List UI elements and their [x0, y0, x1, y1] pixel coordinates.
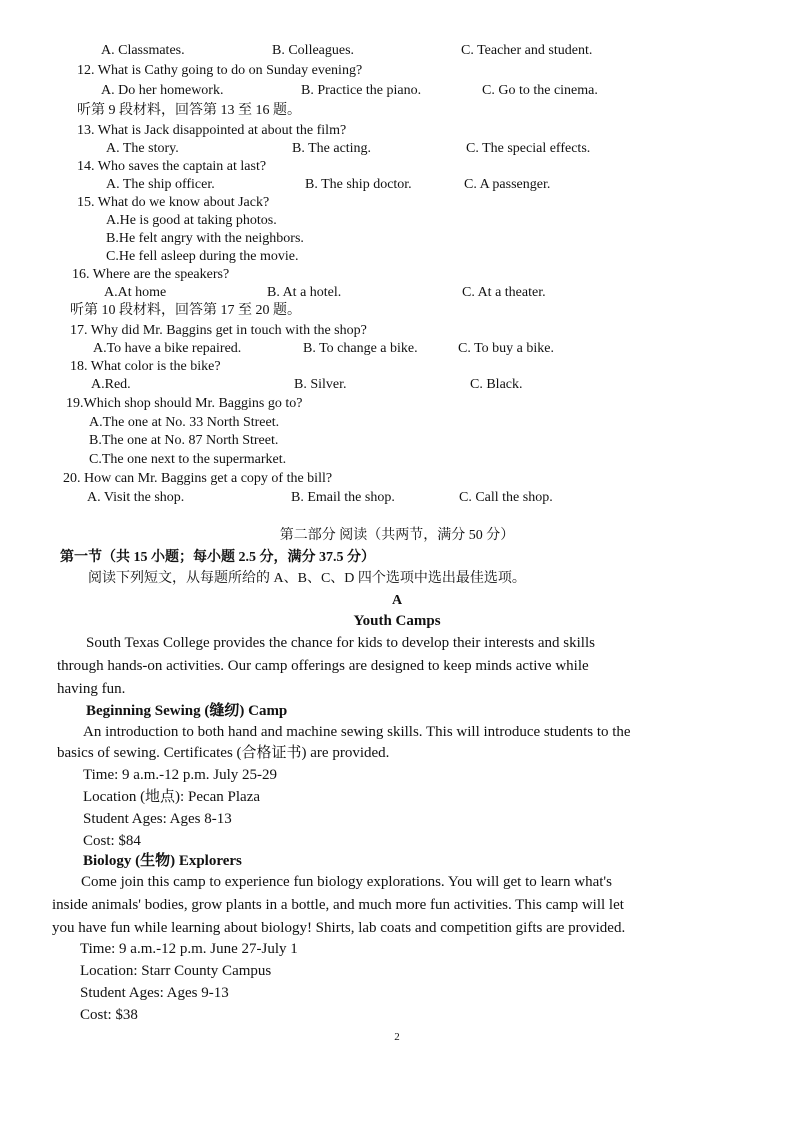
reading-instruction: 阅读下列短文，从每题所给的 A、B、C、D 四个选项中选出最佳选项。	[88, 571, 526, 586]
camp1-time: Time: 9 a.m.-12 p.m. July 25-29	[83, 767, 278, 783]
q20-option-a: A. Visit the shop.	[87, 490, 185, 505]
q17-question: 17. Why did Mr. Baggins get in touch with the shop?	[70, 323, 367, 338]
camp1-cost: Cost: $84	[83, 833, 141, 849]
q12-option-c: C. Go to the cinema.	[482, 83, 598, 98]
q16-option-b: B. At a hotel.	[267, 285, 342, 300]
section-9-instruction: 听第 9 段材料，回答第 13 至 16 题。	[77, 103, 301, 118]
camp2-location: Location: Starr County Campus	[80, 963, 272, 979]
camp2-ages: Student Ages: Ages 9-13	[80, 985, 229, 1001]
q18-option-a: A.Red.	[91, 377, 131, 392]
q12-option-b: B. Practice the piano.	[301, 83, 422, 98]
q19-option-c: C.The one next to the supermarket.	[89, 452, 287, 467]
q11-option-c: C. Teacher and student.	[461, 43, 593, 58]
passage-letter: A	[391, 593, 403, 608]
camp2-desc-line-3: you have fun while learning about biology! Shirts, lab coats and competition gifts are provided.	[52, 920, 626, 936]
q19-option-b: B.The one at No. 87 North Street.	[89, 433, 279, 448]
q16-question: 16. Where are the speakers?	[72, 267, 230, 282]
passage-title: Youth Camps	[353, 613, 441, 629]
q18-option-c: C. Black.	[470, 377, 523, 392]
q19-option-a: A.The one at No. 33 North Street.	[89, 415, 280, 430]
q15-option-a: A.He is good at taking photos.	[106, 213, 277, 228]
q20-question: 20. How can Mr. Baggins get a copy of the bill?	[63, 471, 333, 486]
camp2-desc-line-2: inside animals' bodies, grow plants in a bottle, and much more fun activities. This camp will let	[52, 897, 624, 913]
intro-line-2: through hands-on activities. Our camp offerings are designed to keep minds active while	[57, 658, 589, 674]
q15-option-b: B.He felt angry with the neighbors.	[106, 231, 304, 246]
q13-option-b: B. The acting.	[292, 141, 372, 156]
camp1-location: Location (地点): Pecan Plaza	[83, 789, 261, 805]
q18-question: 18. What color is the bike?	[70, 359, 221, 374]
intro-line-1: South Texas College provides the chance for kids to develop their interests and skills	[86, 635, 595, 651]
q13-question: 13. What is Jack disappointed at about the film?	[77, 123, 347, 138]
q16-option-a: A.At home	[104, 285, 167, 300]
intro-line-3: having fun.	[57, 681, 126, 697]
camp1-title: Beginning Sewing (缝纫) Camp	[86, 703, 288, 719]
camp2-cost: Cost: $38	[80, 1007, 138, 1023]
section-one-title: 第一节（共 15 小题；每小题 2.5 分，满分 37.5 分）	[60, 550, 375, 565]
q14-option-a: A. The ship officer.	[106, 177, 215, 192]
q13-option-c: C. The special effects.	[466, 141, 591, 156]
q20-option-c: C. Call the shop.	[459, 490, 553, 505]
camp1-desc-line-2: basics of sewing. Certificates (合格证书) are provided.	[57, 745, 390, 761]
camp2-desc-line-1: Come join this camp to experience fun biology explorations. You will get to learn what's	[81, 874, 612, 890]
q11-option-b: B. Colleagues.	[272, 43, 355, 58]
camp1-ages: Student Ages: Ages 8-13	[83, 811, 232, 827]
q12-question: 12. What is Cathy going to do on Sunday evening?	[77, 63, 363, 78]
q14-option-c: C. A passenger.	[464, 177, 551, 192]
section-10-instruction: 听第 10 段材料，回答第 17 至 20 题。	[70, 303, 301, 318]
q11-option-a: A. Classmates.	[101, 43, 185, 58]
q17-option-a: A.To have a bike repaired.	[93, 341, 242, 356]
q17-option-c: C. To buy a bike.	[458, 341, 554, 356]
q17-option-b: B. To change a bike.	[303, 341, 418, 356]
camp2-time: Time: 9 a.m.-12 p.m. June 27-July 1	[80, 941, 298, 957]
q14-question: 14. Who saves the captain at last?	[77, 159, 267, 174]
q20-option-b: B. Email the shop.	[291, 490, 395, 505]
q13-option-a: A. The story.	[106, 141, 179, 156]
q19-question: 19.Which shop should Mr. Baggins go to?	[66, 396, 303, 411]
camp2-title: Biology (生物) Explorers	[83, 853, 242, 869]
page-number: 2	[394, 1031, 400, 1043]
q18-option-b: B. Silver.	[294, 377, 347, 392]
q16-option-c: C. At a theater.	[462, 285, 546, 300]
camp1-desc-line-1: An introduction to both hand and machine sewing skills. This will introduce students to the	[83, 724, 631, 740]
q15-question: 15. What do we know about Jack?	[77, 195, 270, 210]
q14-option-b: B. The ship doctor.	[305, 177, 412, 192]
q12-option-a: A. Do her homework.	[101, 83, 224, 98]
q15-option-c: C.He fell asleep during the movie.	[106, 249, 299, 264]
part-two-title: 第二部分 阅读（共两节，满分 50 分）	[279, 528, 515, 543]
